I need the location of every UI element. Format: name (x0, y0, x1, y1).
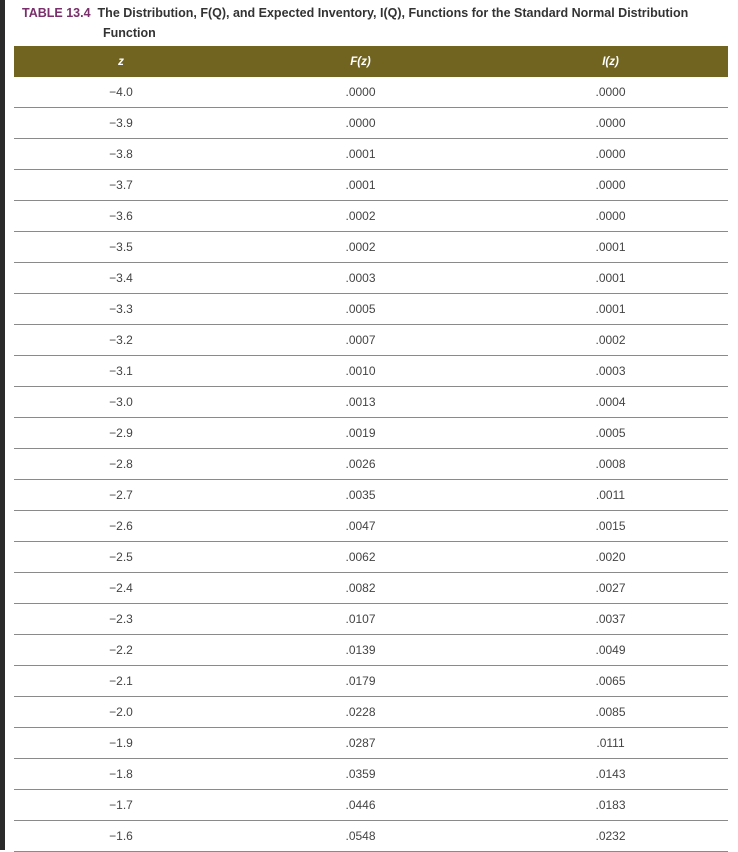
cell-iz: .0011 (595, 488, 626, 502)
table-row (14, 201, 728, 232)
table-row (14, 325, 728, 356)
cell-fz: .0000 (345, 116, 376, 130)
cell-z: −3.1 (109, 364, 133, 378)
table-row (14, 542, 728, 573)
table-row (14, 139, 728, 170)
cell-fz: .0228 (345, 705, 376, 719)
cell-fz: .0005 (345, 302, 376, 316)
table-row (14, 604, 728, 635)
cell-iz: .0065 (595, 674, 626, 688)
cell-fz: .0010 (345, 364, 376, 378)
table-row (14, 697, 728, 728)
table-title: The Distribution, F(Q), and Expected Inventory, I(Q), Functions for the Standard Normal Distribution (97, 6, 689, 20)
cell-z: −2.5 (109, 550, 133, 564)
table-row (14, 759, 728, 790)
table-row (14, 108, 728, 139)
cell-iz: .0000 (595, 116, 626, 130)
cell-fz: .0035 (345, 488, 376, 502)
cell-z: −2.2 (109, 643, 133, 657)
cell-iz: .0037 (595, 612, 626, 626)
table-title-continuation: Function (103, 26, 156, 40)
table-row (14, 480, 728, 511)
table-row (14, 573, 728, 604)
cell-fz: .0179 (345, 674, 376, 688)
cell-fz: .0007 (345, 333, 376, 347)
table-number: TABLE 13.4 (22, 6, 91, 20)
header-iz: I(z) (602, 55, 619, 68)
cell-z: −3.3 (109, 302, 133, 316)
cell-fz: .0000 (345, 85, 376, 99)
table-row (14, 418, 728, 449)
table-row (14, 449, 728, 480)
cell-iz: .0008 (595, 457, 626, 471)
cell-fz: .0139 (345, 643, 376, 657)
cell-fz: .0001 (345, 147, 376, 161)
table-row (14, 666, 728, 697)
table-row (14, 821, 728, 852)
table-row (14, 728, 728, 759)
cell-fz: .0002 (345, 240, 376, 254)
cell-fz: .0013 (345, 395, 376, 409)
cell-z: −2.1 (109, 674, 133, 688)
cell-fz: .0107 (345, 612, 376, 626)
cell-z: −3.9 (109, 116, 133, 130)
cell-iz: .0002 (595, 333, 626, 347)
cell-iz: .0001 (595, 302, 626, 316)
cell-fz: .0003 (345, 271, 376, 285)
cell-z: −1.8 (109, 767, 133, 781)
cell-iz: .0111 (596, 736, 625, 750)
cell-iz: .0049 (595, 643, 626, 657)
table-row (14, 356, 728, 387)
table-body (14, 77, 728, 852)
cell-fz: .0359 (345, 767, 376, 781)
cell-iz: .0004 (595, 395, 626, 409)
table-caption (22, 3, 722, 40)
left-border-rule (0, 0, 5, 850)
cell-z: −3.4 (109, 271, 133, 285)
cell-fz: .0062 (345, 550, 376, 564)
table-row (14, 387, 728, 418)
cell-z: −2.6 (109, 519, 133, 533)
cell-z: −4.0 (109, 85, 133, 99)
cell-iz: .0005 (595, 426, 626, 440)
table-row (14, 232, 728, 263)
header-z: z (118, 55, 124, 68)
header-fz: F(z) (350, 55, 371, 68)
cell-z: −3.5 (109, 240, 133, 254)
cell-z: −3.6 (109, 209, 133, 223)
cell-iz: .0000 (595, 147, 626, 161)
cell-fz: .0446 (345, 798, 376, 812)
cell-fz: .0047 (345, 519, 376, 533)
table-row (14, 790, 728, 821)
cell-z: −3.8 (109, 147, 133, 161)
cell-iz: .0000 (595, 209, 626, 223)
cell-z: −1.6 (109, 829, 133, 843)
cell-z: −1.7 (109, 798, 133, 812)
table-row (14, 263, 728, 294)
cell-z: −3.2 (109, 333, 133, 347)
cell-iz: .0183 (595, 798, 626, 812)
cell-z: −2.0 (109, 705, 133, 719)
cell-fz: .0287 (345, 736, 376, 750)
table-header-row (14, 46, 728, 77)
cell-iz: .0000 (595, 178, 626, 192)
cell-z: −2.9 (109, 426, 133, 440)
table-row (14, 77, 728, 108)
cell-iz: .0001 (595, 240, 626, 254)
table-row (14, 170, 728, 201)
cell-iz: .0003 (595, 364, 626, 378)
cell-iz: .0001 (595, 271, 626, 285)
cell-iz: .0085 (595, 705, 626, 719)
cell-z: −2.3 (109, 612, 133, 626)
table-row (14, 635, 728, 666)
cell-iz: .0232 (595, 829, 626, 843)
cell-fz: .0082 (345, 581, 376, 595)
table-row (14, 294, 728, 325)
cell-fz: .0019 (345, 426, 376, 440)
cell-z: −2.7 (109, 488, 133, 502)
cell-z: −3.0 (109, 395, 133, 409)
cell-iz: .0000 (595, 85, 626, 99)
cell-iz: .0143 (595, 767, 626, 781)
cell-fz: .0026 (345, 457, 376, 471)
cell-z: −2.4 (109, 581, 133, 595)
cell-z: −2.8 (109, 457, 133, 471)
cell-iz: .0027 (595, 581, 626, 595)
cell-iz: .0020 (595, 550, 626, 564)
cell-fz: .0001 (345, 178, 376, 192)
cell-iz: .0015 (595, 519, 626, 533)
table-row (14, 511, 728, 542)
cell-fz: .0002 (345, 209, 376, 223)
distribution-table (14, 46, 728, 852)
cell-fz: .0548 (345, 829, 376, 843)
cell-z: −3.7 (109, 178, 133, 192)
cell-z: −1.9 (109, 736, 133, 750)
